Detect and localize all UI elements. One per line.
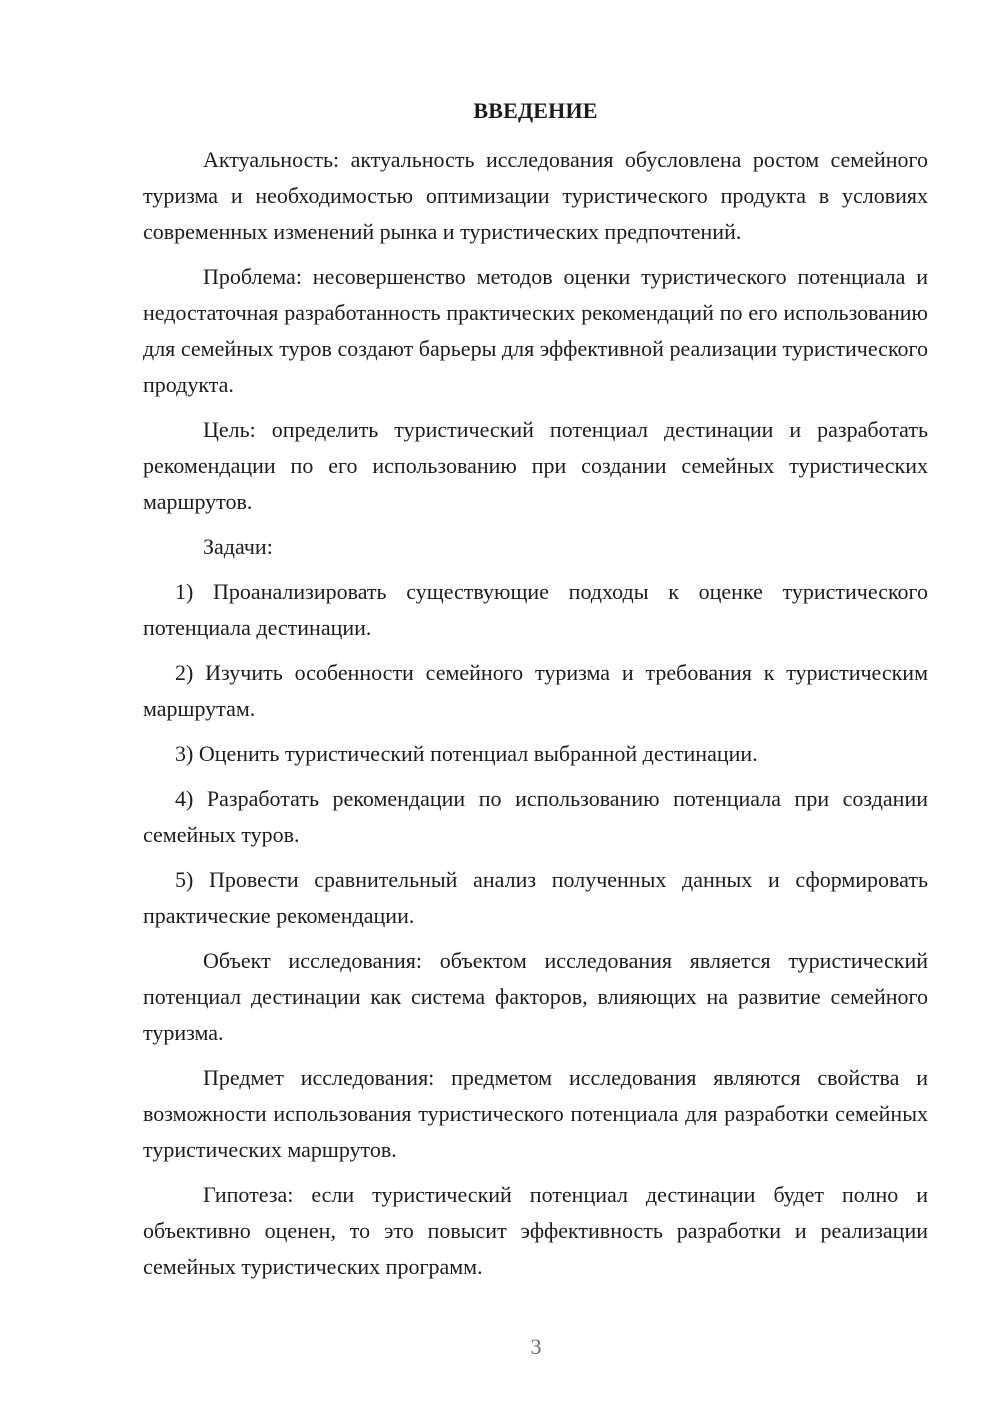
tasks-heading: Задачи: xyxy=(203,534,273,559)
subject-paragraph: Предмет исследования: предметом исследования являются свойства и возможности использования туристического потенциала для разработки семейных туристических маршрутов. xyxy=(143,1065,928,1162)
page-number: 3 xyxy=(530,1334,542,1359)
relevance-paragraph: Актуальность: актуальность исследования обусловлена ростом семейного туризма и необходимостью оптимизации туристического продукта в условиях современных изменений рынка и туристических предпочтений. xyxy=(143,147,928,244)
object-paragraph: Объект исследования: объектом исследования является туристический потенциал дестинации как система факторов, влияющих на развитие семейного туризма. xyxy=(143,948,928,1045)
document-body xyxy=(143,142,928,1294)
hypothesis-paragraph: Гипотеза: если туристический потенциал дестинации будет полно и объективно оценен, то это повысит эффективность разработки и реализации семейных туристических программ. xyxy=(143,1182,928,1279)
task-item-3: 3) Оценить туристический потенциал выбранной дестинации. xyxy=(175,741,758,766)
task-item-1: 1) Проанализировать существующие подходы к оценке туристического потенциала дестинации. xyxy=(143,579,928,640)
task-item-4: 4) Разработать рекомендации по использованию потенциала при создании семейных туров. xyxy=(143,786,928,847)
problem-paragraph: Проблема: несовершенство методов оценки туристического потенциала и недостаточная разработанность практических рекомендаций по его использованию для семейных туров создают барьеры для эффективной реализации туристического продукта. xyxy=(143,264,928,397)
page-title: ВВЕДЕНИЕ xyxy=(473,98,598,123)
goal-paragraph: Цель: определить туристический потенциал дестинации и разработать рекомендации по его использованию при создании семейных туристических маршрутов. xyxy=(143,417,928,514)
task-item-2: 2) Изучить особенности семейного туризма и требования к туристическим маршрутам. xyxy=(143,660,928,721)
task-item-5: 5) Провести сравнительный анализ полученных данных и сформировать практические рекомендации. xyxy=(143,867,928,928)
